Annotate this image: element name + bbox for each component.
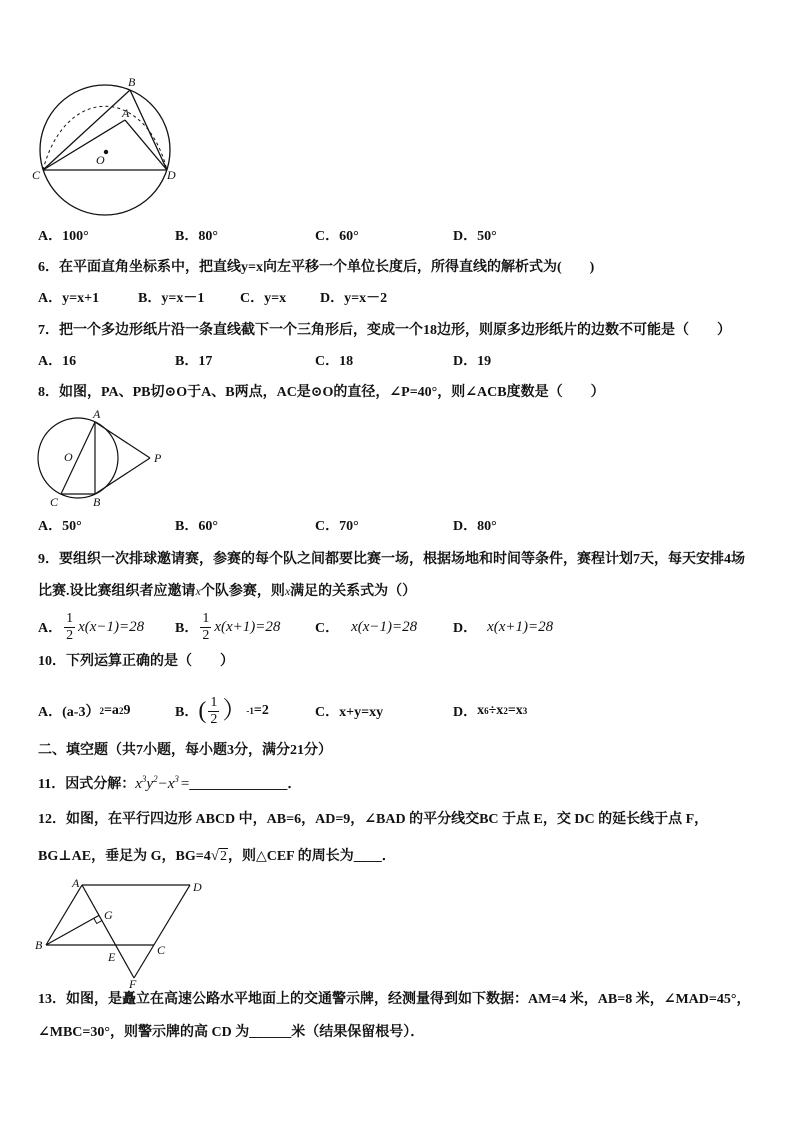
line-af [82, 885, 134, 978]
q5-option-a: A．100° [38, 229, 89, 244]
tangent-pa [95, 422, 150, 458]
dashed-arc [43, 106, 167, 170]
q6-option-b: B．y=x－1 [138, 291, 205, 306]
equation: x(x+1)=28 [214, 618, 281, 635]
option-letter: B． [175, 705, 199, 720]
q10-stem: 10．下列运算正确的是（ ） [38, 654, 234, 669]
q9-option-a [38, 611, 144, 643]
expr-part: =x [507, 703, 523, 718]
circle-figure-q5 [30, 70, 190, 225]
equation: x(x+1)=28 [487, 618, 554, 635]
sqrt-argument: 2 [219, 849, 227, 864]
q12-stem-line1: 12．如图，在平行四边形 ABCD 中，AB=6，AD=9，∠BAD 的平分线交BC 于点 E，交 DC 的延长线于点 F， [38, 812, 709, 827]
numerator: 1 [210, 694, 218, 710]
q10-option-a: A． (a-3） 2 =a 2 9 [38, 703, 131, 720]
expr-part: =2 [253, 703, 269, 718]
q10-option-d: D． x 6 ÷x 2 =x 3 [453, 703, 528, 720]
label-a: A [72, 876, 80, 890]
denominator: 2 [210, 711, 218, 727]
q8-option-c: C．70° [315, 519, 359, 534]
exponent: 3 [174, 774, 179, 784]
side-ab [46, 885, 82, 945]
option-letter: D． [453, 705, 478, 720]
numerator: 1 [202, 610, 210, 626]
fraction-one-half [64, 612, 75, 643]
q11-expression [135, 776, 189, 792]
q7-option-d: D．19 [453, 354, 492, 369]
q9-options [0, 611, 794, 643]
q7-stem: 7．把一个多边形纸片沿一条直线截下一个三角形后，变成一个18边形，则原多边形纸片的边数不可能是（ ） [38, 323, 731, 338]
q7-option-a: A．16 [38, 354, 77, 369]
q8-option-a: A．50° [38, 519, 82, 534]
label-d: D [193, 880, 202, 894]
q13-stem-line2: ∠MBC=30°，则警示牌的高 CD 为______米（结果保留根号）． [38, 1025, 425, 1040]
exponent: 3 [141, 774, 147, 784]
exponent: 2 [153, 774, 158, 784]
q6-option-d: D．y=x－2 [320, 291, 388, 306]
tangent-pb [95, 458, 150, 494]
equation: x(x−1)=28 [78, 618, 145, 635]
q9-text-a: 比赛.设比赛组织者应邀请 [38, 584, 196, 599]
q10-option-b: B． ( $\frac{1}{2}$ ） -1 =2 [175, 694, 269, 727]
q9-option-b [175, 611, 280, 643]
option-letter: D． [453, 621, 478, 636]
q5-option-d: D．50° [453, 229, 497, 244]
left-paren: ( [198, 698, 207, 724]
label-c: C [50, 495, 59, 509]
q8-stem: 8．如图，PA、PB切⊙O于A、B两点，AC是⊙O的直径，∠P=40°，则∠ACB度数是（ ） [38, 385, 605, 400]
q6-stem: 6．在平面直角坐标系中，把直线y=x向左平移一个单位长度后，所得直线的解析式为( ) [38, 260, 595, 275]
expr-part: (a-3） [62, 705, 100, 720]
label-a: A [93, 407, 101, 421]
segment-ca [43, 120, 125, 170]
right-paren: ） [222, 698, 247, 724]
q12-text-a: BG⊥AE，垂足为 G，BG=4 [38, 849, 211, 864]
label-o: O [96, 153, 105, 167]
q12-stem-line2 [38, 847, 396, 866]
label-e: E [108, 950, 116, 964]
expr-part: ÷x [488, 703, 504, 718]
option-letter: A． [38, 621, 63, 636]
label-d: D [167, 168, 176, 182]
segment-ad [125, 120, 167, 170]
q8-option-d: D．80° [453, 519, 497, 534]
expr-part: 9 [123, 703, 131, 718]
tangent-figure-q8 [30, 405, 170, 511]
expr-part: =a [103, 703, 119, 718]
q6-option-a: A．y=x+1 [38, 291, 100, 306]
fraction-one-half [200, 612, 211, 643]
q11-stem [38, 775, 301, 794]
denominator: 2 [202, 627, 210, 643]
label-a: A [122, 106, 130, 120]
math-part: y [146, 776, 154, 792]
q9-stem-line2 [38, 582, 416, 601]
label-f: F [129, 977, 137, 991]
math-part: −x [157, 776, 175, 792]
sqrt-icon: √ [210, 848, 219, 864]
segment-bg [46, 915, 99, 945]
q9-variable: x [195, 584, 201, 598]
q9-stem-line1: 9．要组织一次排球邀请赛，参赛的每个队之间都要比赛一场，根据场地和时间等条件，赛程计划7天，每天安排4场 [38, 552, 745, 567]
q9-variable: x [284, 584, 291, 598]
q6-option-c: C．y=x [240, 291, 287, 306]
option-text: C．x+y=xy [315, 705, 384, 720]
label-c: C [32, 168, 41, 182]
q9-text-b: 个队参赛，则 [200, 584, 285, 599]
option-letter: A． [38, 705, 63, 720]
label-b: B [128, 75, 136, 89]
option-letter: C． [315, 621, 340, 636]
q9-text-c: 满足的关系式为（） [290, 584, 417, 599]
q12-text-b: ，则△CEF 的周长为____． [227, 849, 396, 864]
denominator: 2 [66, 627, 74, 643]
label-o: O [64, 450, 73, 464]
numerator: 1 [66, 610, 74, 626]
q9-option-d [453, 611, 553, 643]
q5-option-c: C．60° [315, 229, 359, 244]
q11-prefix: 11．因式分解： [38, 777, 136, 792]
math-part: = [180, 776, 190, 792]
q9-option-c [315, 611, 417, 643]
q7-option-b: B．17 [175, 354, 213, 369]
label-b: B [93, 495, 101, 509]
math-part: x [135, 776, 142, 792]
q11-end: ． [287, 777, 302, 792]
segment-cb [43, 90, 130, 170]
label-g: G [104, 908, 113, 922]
label-p: P [154, 451, 162, 465]
line-df [134, 885, 190, 978]
label-b: B [35, 938, 43, 952]
expr-part: x [477, 703, 485, 718]
section-heading-fill-in: 二、填空题（共7小题，每小题3分，满分21分） [38, 743, 332, 758]
q8-option-b: B．60° [175, 519, 218, 534]
equation: x(x−1)=28 [351, 618, 418, 635]
option-letter: B． [175, 621, 199, 636]
q5-option-b: B．80° [175, 229, 218, 244]
q7-option-c: C．18 [315, 354, 354, 369]
q10-option-c [315, 695, 383, 727]
answer-blank: ______________ [189, 777, 288, 792]
parallelogram-figure-q12 [30, 875, 210, 993]
fraction-one-half [208, 696, 219, 727]
q13-stem-line1: 13．如图，是矗立在高速公路水平地面上的交通警示牌，经测量得到如下数据：AM=4 米，AB=8 米，∠MAD=45°， [38, 992, 751, 1007]
q10-options [0, 695, 794, 727]
label-c: C [157, 943, 166, 957]
